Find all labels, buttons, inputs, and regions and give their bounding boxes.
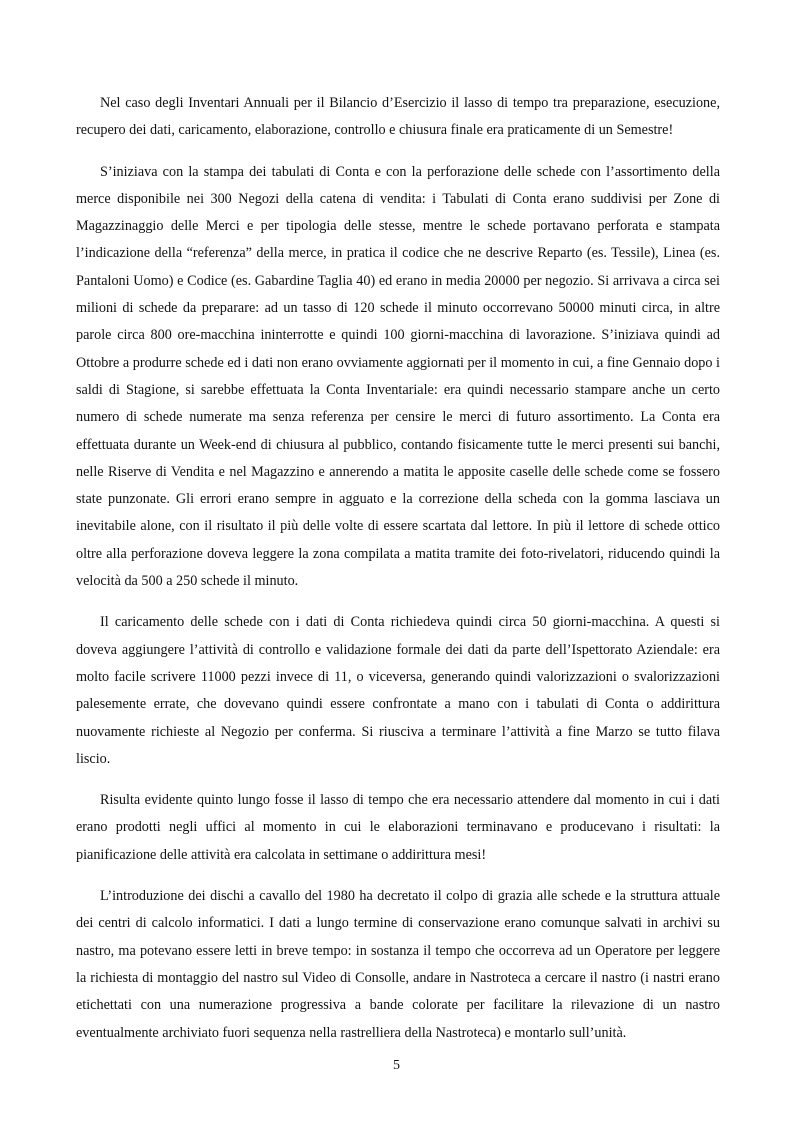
- paragraph-4: Risulta evidente quinto lungo fosse il lasso di tempo che era necessario attendere dal momento in cui i dati erano prodotti negli uffici al momento in cui le elaborazioni terminavano e producevano i risultati: la pianificazione delle attività era calcolata in settimane o addirittura mesi!: [76, 792, 720, 863]
- paragraph-2: S’iniziava con la stampa dei tabulati di Conta e con la perforazione delle schede con l’assortimento della merce disponibile nei 300 Negozi della catena di vendita: i Tabulati di Conta erano suddivisi per Zone di Magazzinaggio delle Merci e per tipologia delle stesse, mentre le schede portavano perforata e stampata l’indicazione della “referenza” della merce, in pratica il codice che ne descrive Reparto (es. Tessile), Linea (es. Pantaloni Uomo) e Codice (es. Gabardine Taglia 40) ed erano in media 20000 per negozio. Si arrivava a circa sei milioni di schede da preparare: ad un tasso di 120 schede il minuto occorrevano 50000 minuti circa, in altre parole circa 800 ore-macchina ininterrotte e quindi 100 giorni-macchina di lavorazione. S’iniziava quindi ad Ottobre a produrre schede ed i dati non erano ovviamente aggiornati per il momento in cui, a fine Gennaio dopo i saldi di Stagione, si sarebbe effettuata la Conta Inventariale: era quindi necessario stampare anche un certo numero di schede numerate ma senza referenza per censire le merci di futuro assortimento. La Conta era effettuata durante un Week-end di chiusura al pubblico, contando fisicamente tutte le merci presenti sui banchi, nelle Riserve di Vendita e nel Magazzino e annerendo a matita le apposite caselle delle schede come se fossero state punzonate. Gli errori erano sempre in agguato e la correzione della scheda con la gomma lasciava un inevitabile alone, con il risultato il più delle volte di essere scartata dal lettore. In più il lettore di schede ottico oltre alla perforazione doveva leggere la zona compilata a matita tramite dei foto-rivelatori, riducendo quindi la velocità da 500 a 250 schede il minuto.: [76, 163, 720, 590]
- paragraph-5: L’introduzione dei dischi a cavallo del 1980 ha decretato il colpo di grazia alle schede e la struttura attuale dei centri di calcolo informatici. I dati a lungo termine di conservazione erano comunque salvati in archivi su nastro, ma potevano essere letti in breve tempo: in sostanza il tempo che occorreva ad un Operatore per leggere la richiesta di montaggio del nastro sul Video di Consolle, andare in Nastroteca a cercare il nastro (i nastri erano etichettati con una numerazione progressiva a bande colorate per facilitare la rilevazione di un nastro eventualmente archiviato fuori sequenza nella rastrelliera della Nastroteca) e montarlo sull’unità.: [76, 888, 720, 1041]
- body-text: [76, 90, 720, 1061]
- paragraph-1: Nel caso degli Inventari Annuali per il Bilancio d’Esercizio il lasso di tempo tra preparazione, esecuzione, recupero dei dati, caricamento, elaborazione, controllo e chiusura finale era praticamente di un Semestre!: [76, 95, 720, 139]
- page-number: 5: [393, 1058, 400, 1073]
- paragraph-3: Il caricamento delle schede con i dati di Conta richiedeva quindi circa 50 giorni-macchina. A questi si doveva aggiungere l’attività di controllo e validazione formale dei dati da parte dell’Ispettorato Aziendale: era molto facile scrivere 11000 pezzi invece di 11, o viceversa, generando quindi valorizzazioni o svalorizzazioni palesemente errate, che dovevano quindi essere confrontate a mano con i tabulati di Conta o addirittura nuovamente richieste al Negozio per conferma. Si riusciva a terminare l’attività a fine Marzo se tutto filava liscio.: [76, 614, 720, 767]
